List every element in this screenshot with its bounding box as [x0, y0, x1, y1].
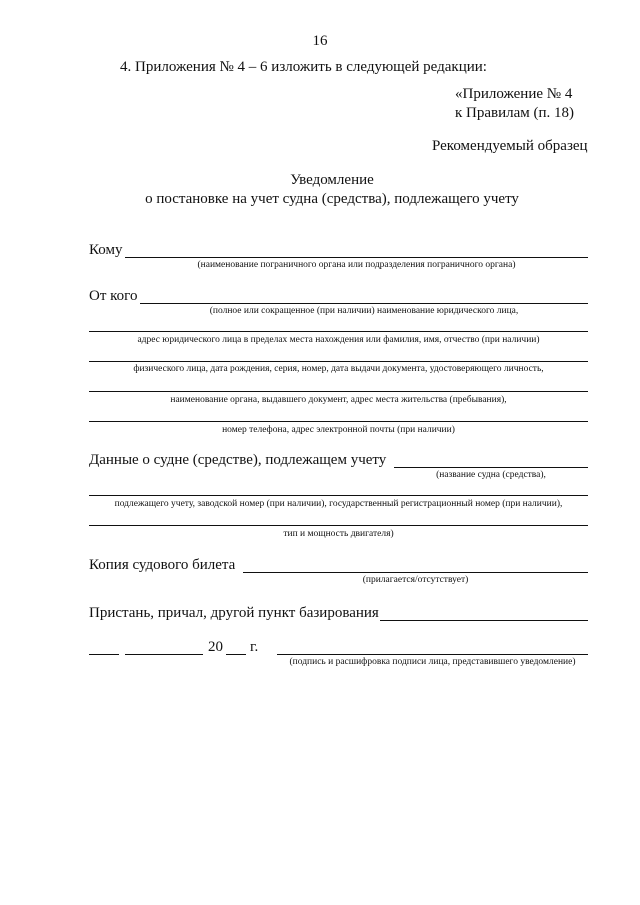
vessel-caption-2: подлежащего учету, заводской номер (при наличии), государственный регистрационный номер (при наличии), — [114, 499, 563, 509]
vessel-caption-3: тип и мощность двигателя) — [283, 529, 394, 539]
from-field-line-3[interactable] — [89, 361, 588, 362]
page-number: 16 — [312, 33, 328, 49]
document-title: Уведомление — [290, 172, 374, 188]
berth-field-line[interactable] — [380, 620, 588, 621]
vessel-label: Данные о судне (средстве), подлежащем учету — [89, 452, 387, 468]
berth-label: Пристань, причал, другой пункт базирования — [89, 605, 379, 621]
from-field-line-2[interactable] — [89, 331, 588, 332]
from-caption-1: (полное или сокращенное (при наличии) наименование юридического лица, — [209, 306, 519, 316]
from-label: От кого — [89, 288, 138, 304]
to-caption: (наименование пограничного органа или подразделения пограничного органа) — [197, 260, 516, 270]
to-field-line[interactable] — [125, 257, 588, 258]
from-caption-5: номер телефона, адрес электронной почты (при наличии) — [222, 425, 455, 435]
amendment-intro: 4. Приложения № 4 – 6 изложить в следующей редакции: — [120, 59, 487, 75]
from-caption-3: физического лица, дата рождения, серия, номер, дата выдачи документа, удостоверяющего личность, — [133, 364, 544, 374]
vessel-field-line-1[interactable] — [394, 467, 588, 468]
appendix-line2: к Правилам (п. 18) — [455, 105, 575, 121]
year-suffix: г. — [250, 639, 259, 655]
date-year-line[interactable] — [226, 654, 246, 655]
appendix-line1: «Приложение № 4 — [455, 86, 573, 102]
ticket-field-line[interactable] — [243, 572, 588, 573]
document-subtitle: о постановке на учет судна (средства), подлежащего учету — [145, 191, 519, 207]
ticket-caption: (прилагается/отсутствует) — [362, 575, 469, 585]
signature-line[interactable] — [277, 654, 588, 655]
vessel-field-line-3[interactable] — [89, 525, 588, 526]
from-field-line-1[interactable] — [140, 303, 588, 304]
vessel-field-line-2[interactable] — [89, 495, 588, 496]
from-field-line-4[interactable] — [89, 391, 588, 392]
from-caption-4: наименование органа, выдавшего документ, адрес места жительства (пребывания), — [170, 395, 507, 405]
ticket-label: Копия судового билета — [89, 557, 236, 573]
year-prefix: 20 — [208, 639, 223, 655]
to-label: Кому — [89, 242, 123, 258]
sample-label: Рекомендуемый образец — [432, 138, 588, 154]
date-day-line[interactable] — [89, 654, 119, 655]
signature-caption: (подпись и расшифровка подписи лица, представившего уведомление) — [289, 657, 576, 667]
date-month-line[interactable] — [125, 654, 203, 655]
from-caption-2: адрес юридического лица в пределах места нахождения или фамилия, имя, отчество (при наличии) — [137, 335, 540, 345]
from-field-line-5[interactable] — [89, 421, 588, 422]
vessel-caption-1: (название судна (средства), — [436, 470, 546, 480]
